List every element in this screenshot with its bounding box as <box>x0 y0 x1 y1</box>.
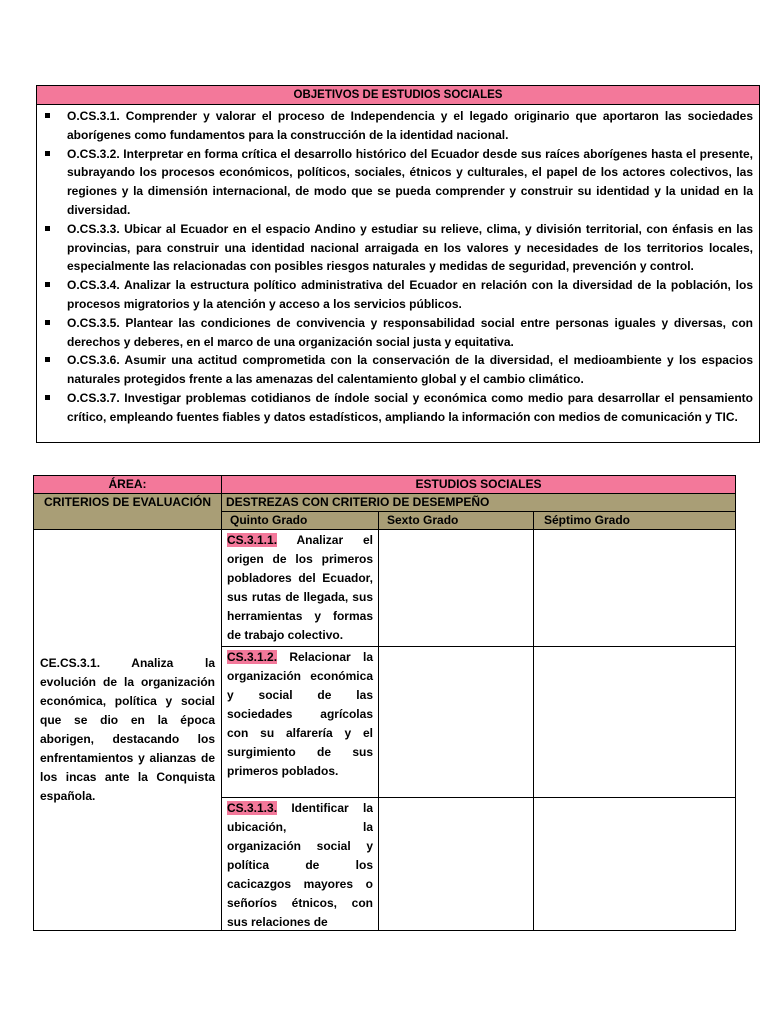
grade-header-sixth: Sexto Grado <box>379 512 534 530</box>
objective-item: O.CS.3.2. Interpretar en forma crítica el desarrollo histórico del Ecuador desde sus raíces aborígenes hasta el presente, subrayando los procesos económicos, políticos, sociales, étnicos y culturales, el papel de los actores colectivos, las regiones y la dimensión internacional, de modo que se pueda comprender y construir su identidad y la unidad en la diversidad. <box>67 145 753 220</box>
objectives-list <box>37 105 759 427</box>
objective-item: O.CS.3.5. Plantear las condiciones de convivencia y responsabilidad social entre personas iguales y diversas, con derechos y deberes, en el marco de una organización social justa y equitativa. <box>67 314 753 352</box>
objectives-title: OBJETIVOS DE ESTUDIOS SOCIALES <box>37 86 759 105</box>
objective-item: O.CS.3.6. Asumir una actitud comprometida con la conservación de la diversidad, el medioambiente y los espacios naturales protegidos frente a las amenazas del calentamiento global y el cambio climático. <box>67 351 753 389</box>
sixth-grade-cell <box>379 647 534 798</box>
area-value: ESTUDIOS SOCIALES <box>222 476 736 494</box>
skill-cell <box>222 530 379 647</box>
skill-code: CS.3.1.1. <box>227 533 278 547</box>
criteria-header: CRITERIOS DE EVALUACIÓN <box>34 494 222 530</box>
objective-item: O.CS.3.3. Ubicar al Ecuador en el espacio Andino y estudiar su relieve, clima, y división territorial, con énfasis en las provincias, para construir una identidad nacional arraigada en los valores y necesidades de los territorios locales, especialmente las relacionadas con posibles riesgos naturales y medidas de seguridad, prevención y control. <box>67 220 753 276</box>
sixth-grade-cell <box>379 798 534 931</box>
seventh-grade-cell <box>534 798 736 931</box>
skill-code: CS.3.1.3. <box>227 801 278 815</box>
grade-header-fifth: Quinto Grado <box>222 512 379 530</box>
skill-cell <box>222 647 379 798</box>
criterion-cell: CE.CS.3.1. Analiza la evolución de la organización económica, política y social que se dio en la época aborigen, destacando los enfrentamientos y alianzas de los incas ante la Conquista española. <box>34 530 222 931</box>
objective-item: O.CS.3.7. Investigar problemas cotidianos de índole social y económica como medio para desarrollar el pensamiento crítico, empleando fuentes fiables y datos estadísticos, ampliando la información con medios de comunicación y TIC. <box>67 389 753 427</box>
skill-cell <box>222 798 379 931</box>
objectives-box <box>36 85 760 443</box>
grade-header-seventh: Séptimo Grado <box>534 512 736 530</box>
skill-text: Identificar la ubicación, la organización social y política de los cacicazgos mayores o señoríos étnicos, con sus relaciones de <box>227 801 373 929</box>
skill-text: Analizar el origen de los primeros pobladores del Ecuador, sus rutas de llegada, sus herramientas y formas de trabajo colectivo. <box>227 533 373 642</box>
objective-item: O.CS.3.4. Analizar la estructura político administrativa del Ecuador en relación con la diversidad de la población, los procesos migratorios y la atención y acceso a los servicios públicos. <box>67 276 753 314</box>
area-label: ÁREA: <box>34 476 222 494</box>
seventh-grade-cell <box>534 647 736 798</box>
skill-text: Relacionar la organización económica y social de las sociedades agrícolas con su alfarería y el surgimiento de sus primeros poblados. <box>227 650 373 778</box>
skills-header: DESTREZAS CON CRITERIO DE DESEMPEÑO <box>222 494 736 512</box>
curriculum-table <box>33 475 736 931</box>
sixth-grade-cell <box>379 530 534 647</box>
seventh-grade-cell <box>534 530 736 647</box>
skill-code: CS.3.1.2. <box>227 650 278 664</box>
objective-item: O.CS.3.1. Comprender y valorar el proceso de Independencia y el legado originario que aportaron las sociedades aborígenes como fundamentos para la construcción de la identidad nacional. <box>67 107 753 145</box>
